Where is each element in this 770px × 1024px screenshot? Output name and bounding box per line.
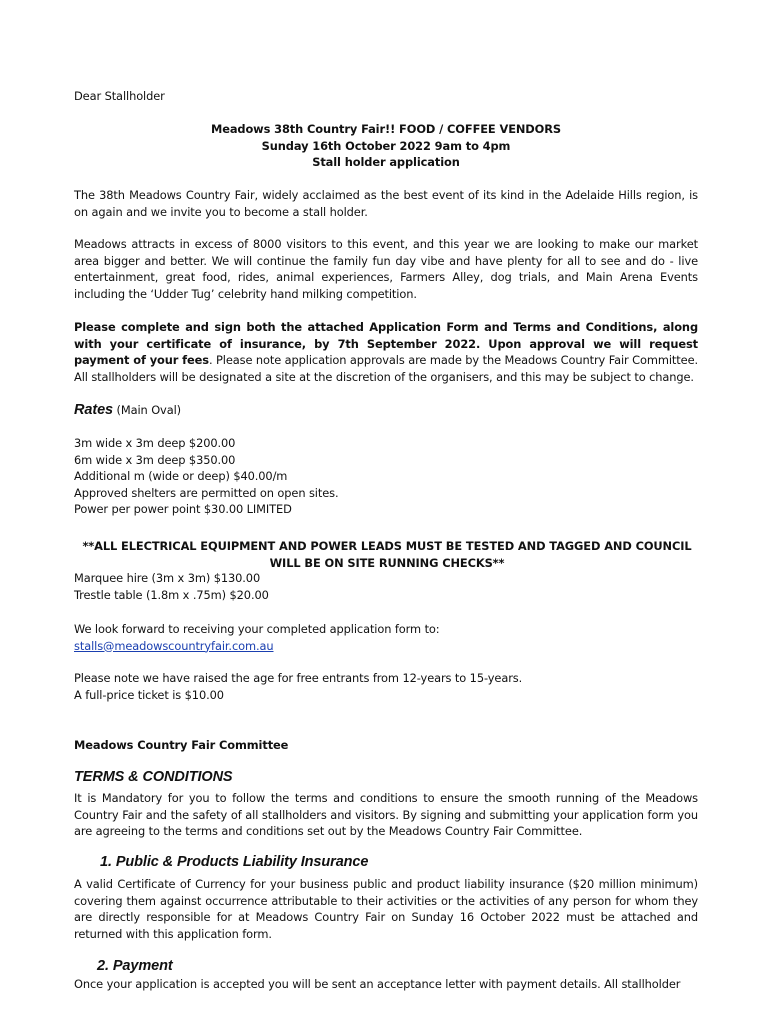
hire-item: Trestle table (1.8m x .75m) $20.00 <box>74 587 269 602</box>
rate-item: 6m wide x 3m deep $350.00 <box>74 452 236 467</box>
hire-list <box>74 570 698 603</box>
application-note: . Please note application approvals are made by the Meadows Country Fair Committee. All stallholders will be designated a site at the discretion of the organisers, and this may be subject to change. <box>74 353 699 384</box>
ticket-note: A full-price ticket is $10.00 <box>74 687 224 702</box>
age-note: Please note we have raised the age for free entrants from 12-years to 15-years. <box>74 671 523 685</box>
contact-text: We look forward to receiving your completed application form to: <box>74 622 440 636</box>
rates-list <box>74 435 698 518</box>
hire-item: Marquee hire (3m x 3m) $130.00 <box>74 571 261 585</box>
contact-email-link[interactable]: stalls@meadowscountryfair.com.au <box>74 638 274 653</box>
visitors-paragraph: Meadows attracts in excess of 8000 visitors to this event, and this year we are looking to make our market area bigger and better. We will continue the family fun day vibe and have plenty for all to see and do - live entertainment, great food, rides, animal experiences, Farmers Alley, dog trials, and Main Arena Events including the ‘Udder Tug’ celebrity hand milking competition. <box>74 237 698 301</box>
section-1-heading: 1. Public & Products Liability Insurance <box>100 854 369 870</box>
intro-paragraph: The 38th Meadows Country Fair, widely acclaimed as the best event of its kind in the Adelaide Hills region, is on again and we invite you to become a stall holder. <box>74 188 698 219</box>
age-notes <box>74 670 698 703</box>
section-1-text: A valid Certificate of Currency for your business public and product liability insurance ($20 million minimum) covering them against occurrence attributable to their activities or the activities of any person for whom they are directly responsible for at Meadows Country Fair on Sunday 16 October 2022 must be attached and returned with this application form. <box>74 877 698 941</box>
terms-heading: TERMS & CONDITIONS <box>74 769 233 785</box>
electrical-notice: **ALL ELECTRICAL EQUIPMENT AND POWER LEADS MUST BE TESTED AND TAGGED AND COUNCIL WILL BE ON SITE RUNNING CHECKS** <box>82 539 692 570</box>
rates-heading: Rates <box>74 402 113 418</box>
contact-block <box>74 621 698 654</box>
rates-subheading: (Main Oval) <box>116 403 181 417</box>
rate-item: Power per power point $30.00 LIMITED <box>74 502 292 516</box>
rate-item: Additional m (wide or deep) $40.00/m <box>74 469 288 483</box>
signoff: Meadows Country Fair Committee <box>74 738 289 752</box>
rate-item: Approved shelters are permitted on open sites. <box>74 485 339 500</box>
salutation: Dear Stallholder <box>74 89 165 103</box>
title-line-1: Meadows 38th Country Fair!! FOOD / COFFEE VENDORS <box>210 122 562 136</box>
title-line-3: Stall holder application <box>312 155 460 169</box>
application-deadline: Please complete and sign both the attached Application Form and Terms and Conditions, along with your certificate of insurance, by 7th September 2022. Upon approval we will request payment of your fees <box>74 320 698 367</box>
rates-heading-row <box>74 400 698 420</box>
application-paragraph <box>74 319 698 385</box>
section-2-heading: 2. Payment <box>97 958 173 974</box>
terms-intro: It is Mandatory for you to follow the terms and conditions to ensure the smooth running of the Meadows Country Fair and the safety of all stallholders and visitors. By signing and submitting your application form you are agreeing to the terms and conditions set out by the Meadows Country Fair Committee. <box>74 791 698 838</box>
title-line-2: Sunday 16th October 2022 9am to 4pm <box>261 139 511 153</box>
rate-item: 3m wide x 3m deep $200.00 <box>74 436 236 450</box>
section-2-text: Once your application is accepted you will be sent an acceptance letter with payment details. All stallholder <box>74 977 681 991</box>
